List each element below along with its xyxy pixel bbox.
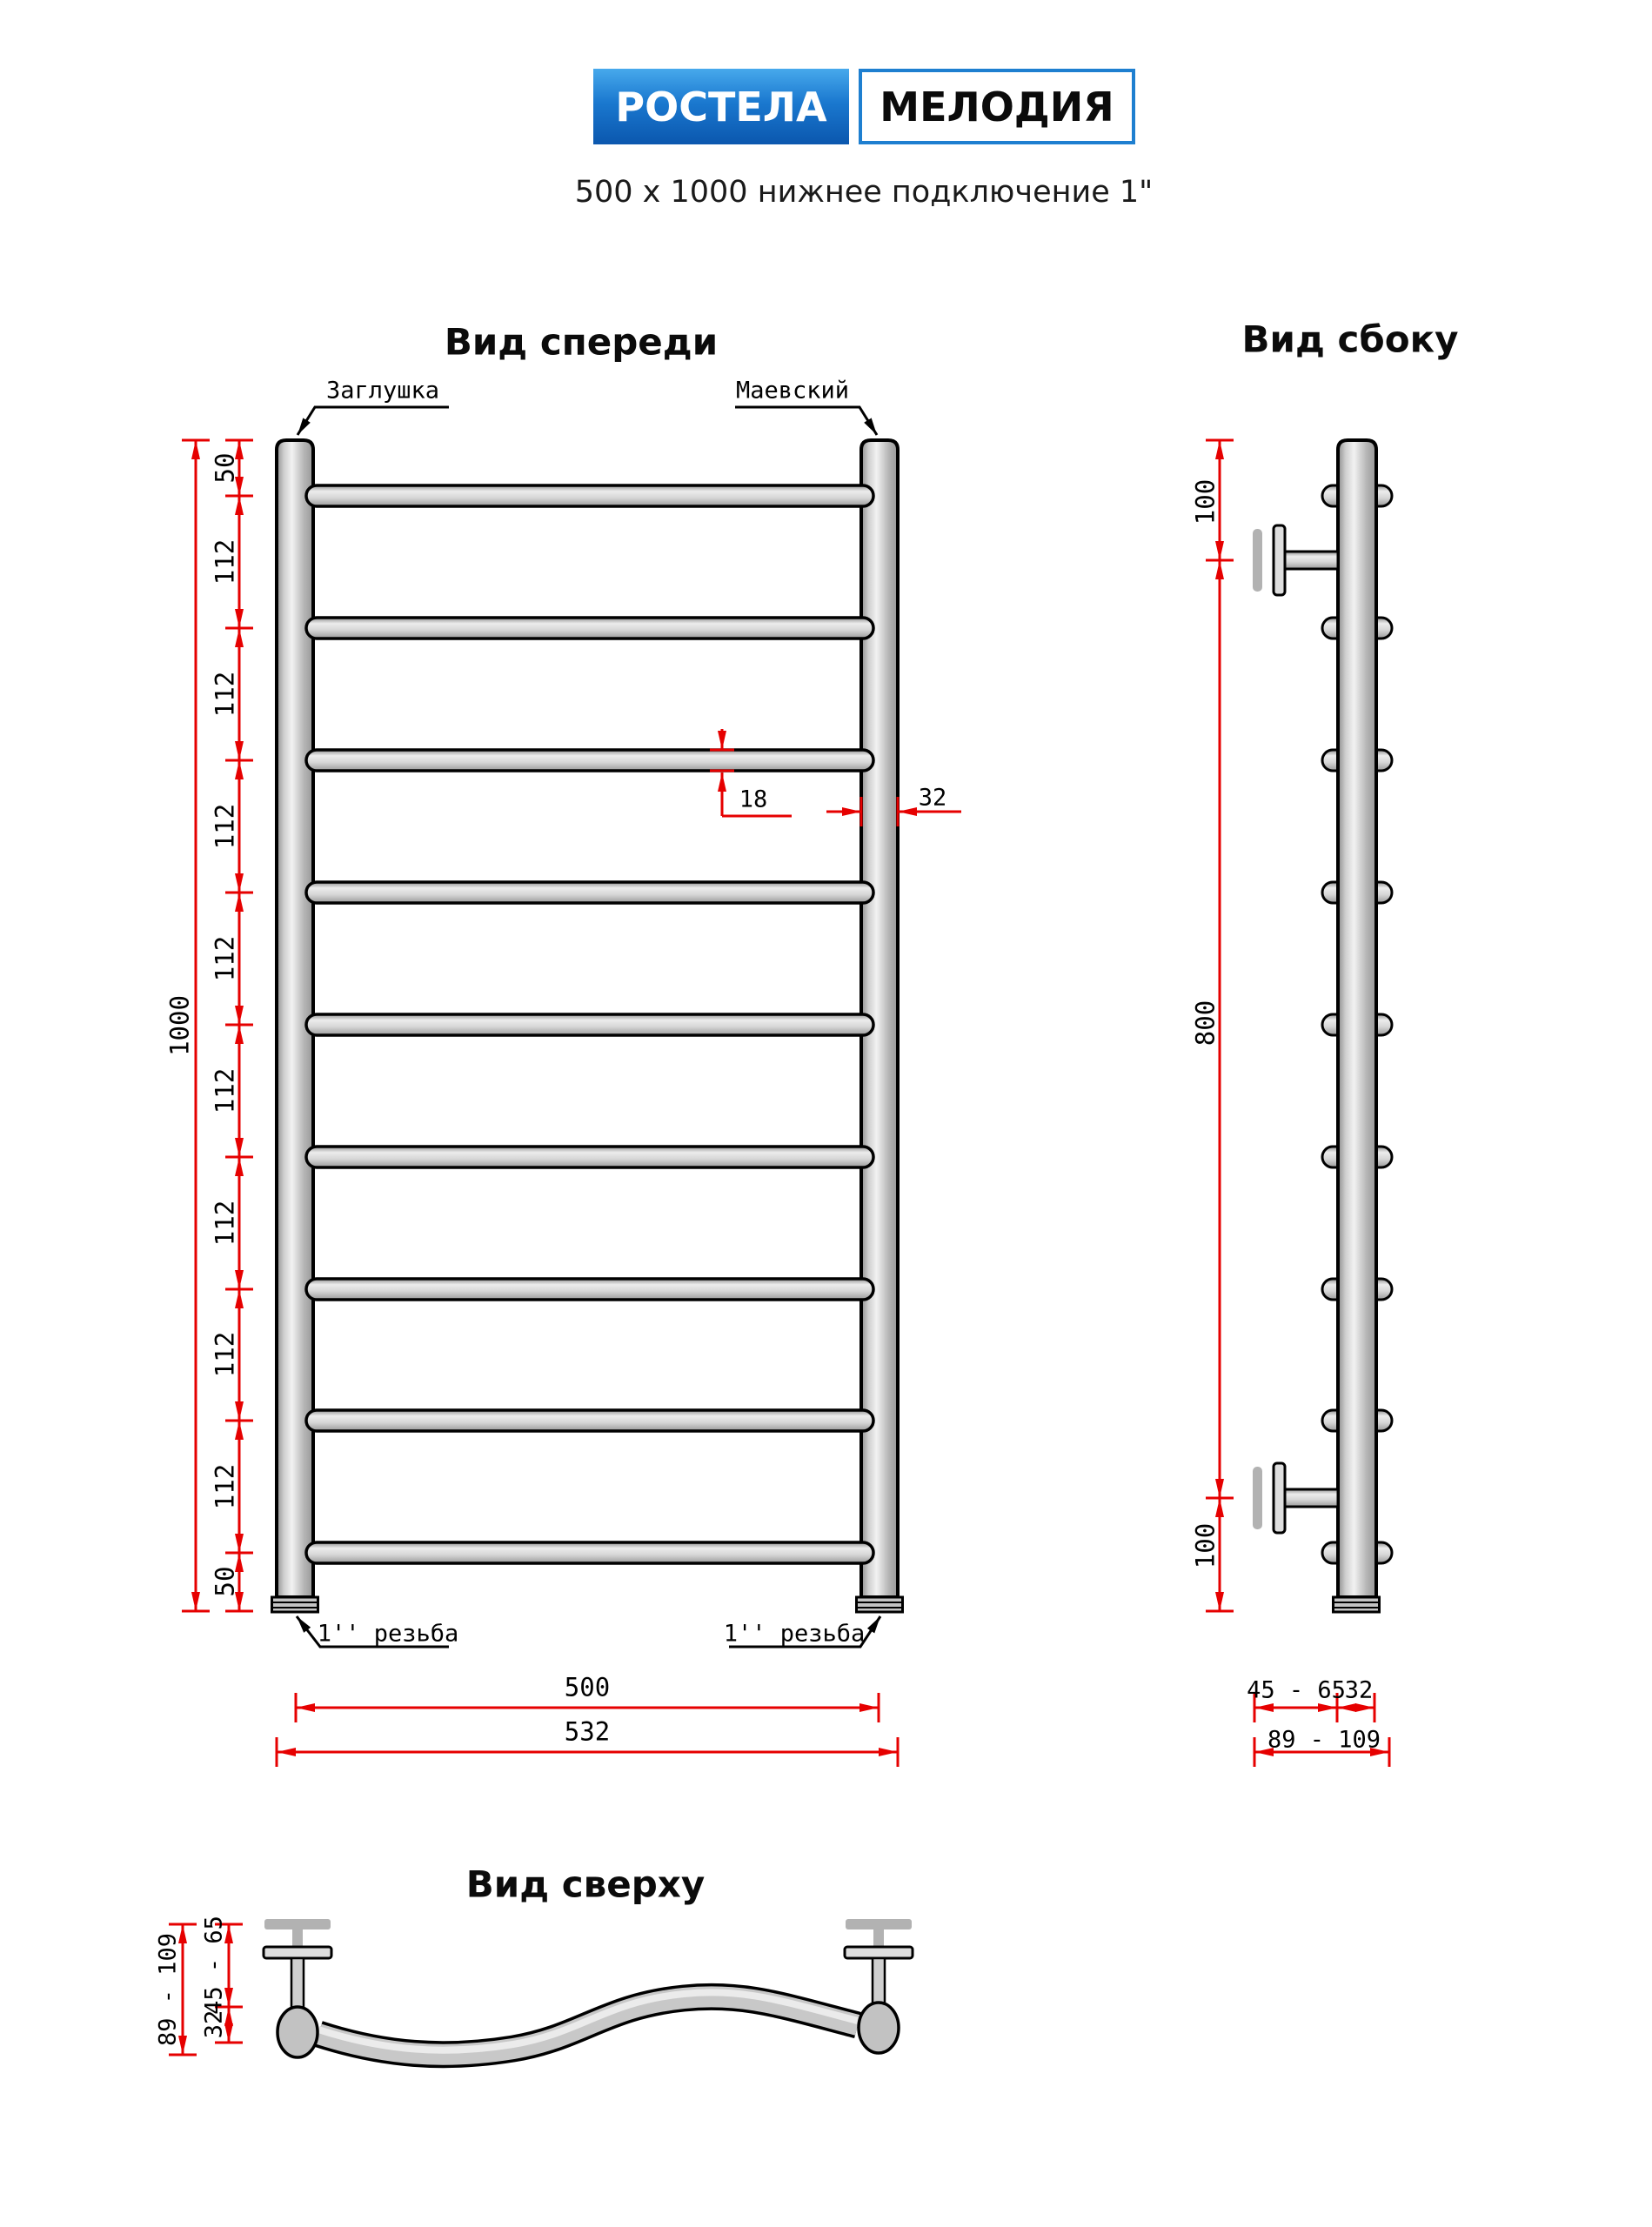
dim-side-post-label: 32 [1344,1676,1374,1704]
thread-right-callout-label: 1'' резьба [723,1620,866,1648]
dim-width-overall-label: 532 [564,1716,611,1747]
dim-rung-spacing-label: 112 [210,1067,240,1114]
rungs [306,485,873,1563]
dim-side-top-label: 100 [1190,478,1221,525]
side-thread [1334,1597,1380,1612]
model-subtitle: 500 x 1000 нижнее подключение 1" [574,175,1154,210]
top-right-post-circle [859,2003,899,2053]
wall-bracket-bottom [1253,1463,1338,1533]
front-view-title: Вид спереди [444,320,719,364]
series-badge: МЕЛОДИЯ [859,69,1135,144]
dim-bottom-offset-label: 50 [210,1566,240,1597]
dim-side-depth-label: 89 - 109 [1267,1726,1381,1754]
top-rung-curve [318,1992,858,2054]
top-view-drawing [169,1919,913,2057]
dim-top-depth-label: 89 - 109 [154,1932,182,2047]
thread-left-callout-label: 1'' резьба [317,1620,459,1648]
dim-top-wall-label: 45 - 65 [200,1916,228,2015]
dim-rung-spacing-label: 112 [210,803,240,850]
rung [306,618,873,639]
dim-rung-spacing-label: 112 [210,1200,240,1247]
top-left-post-circle [278,2007,318,2057]
rung [306,750,873,771]
rung [306,1542,873,1563]
brand-badge: РОСТЕЛА [593,69,849,144]
dim-top-offset-label: 50 [210,452,240,484]
rung [306,485,873,506]
dim-top-tube-label: 32 [200,2010,228,2039]
top-view-title: Вид сверху [465,1863,706,1906]
dim-rung-spacing-label: 112 [210,935,240,982]
dim-side-span-label: 800 [1190,1000,1221,1047]
dim-rung-spacing-label: 112 [210,1463,240,1510]
dim-rung-spacing-label: 112 [210,538,240,585]
rung [306,1014,873,1035]
plug-callout-label: Заглушка [325,377,440,405]
valve-callout-label: Маевский [735,377,850,405]
dim-side-bottom-label: 100 [1190,1522,1221,1569]
dim-width-centers-label: 500 [564,1672,611,1702]
front-left-thread [272,1597,318,1612]
rung [306,1410,873,1431]
front-right-thread [857,1597,903,1612]
rung [306,882,873,903]
front-view-drawing [182,407,961,1767]
dim-rung-spacing-label: 112 [210,671,240,718]
rung [306,1279,873,1300]
side-post [1338,440,1376,1597]
rung [306,1147,873,1167]
dim-wall-distance-label: 45 - 65 [1247,1676,1346,1704]
side-view-drawing [1206,440,1392,1767]
dim-total-height-label: 1000 [164,995,195,1056]
dim-tube-diameter-label: 18 [739,786,768,813]
dim-rung-spacing-label: 112 [210,1331,240,1378]
wall-bracket-top [1253,525,1338,595]
dim-post-diameter-label: 32 [918,784,947,812]
side-view-title: Вид сбоку [1241,318,1459,361]
